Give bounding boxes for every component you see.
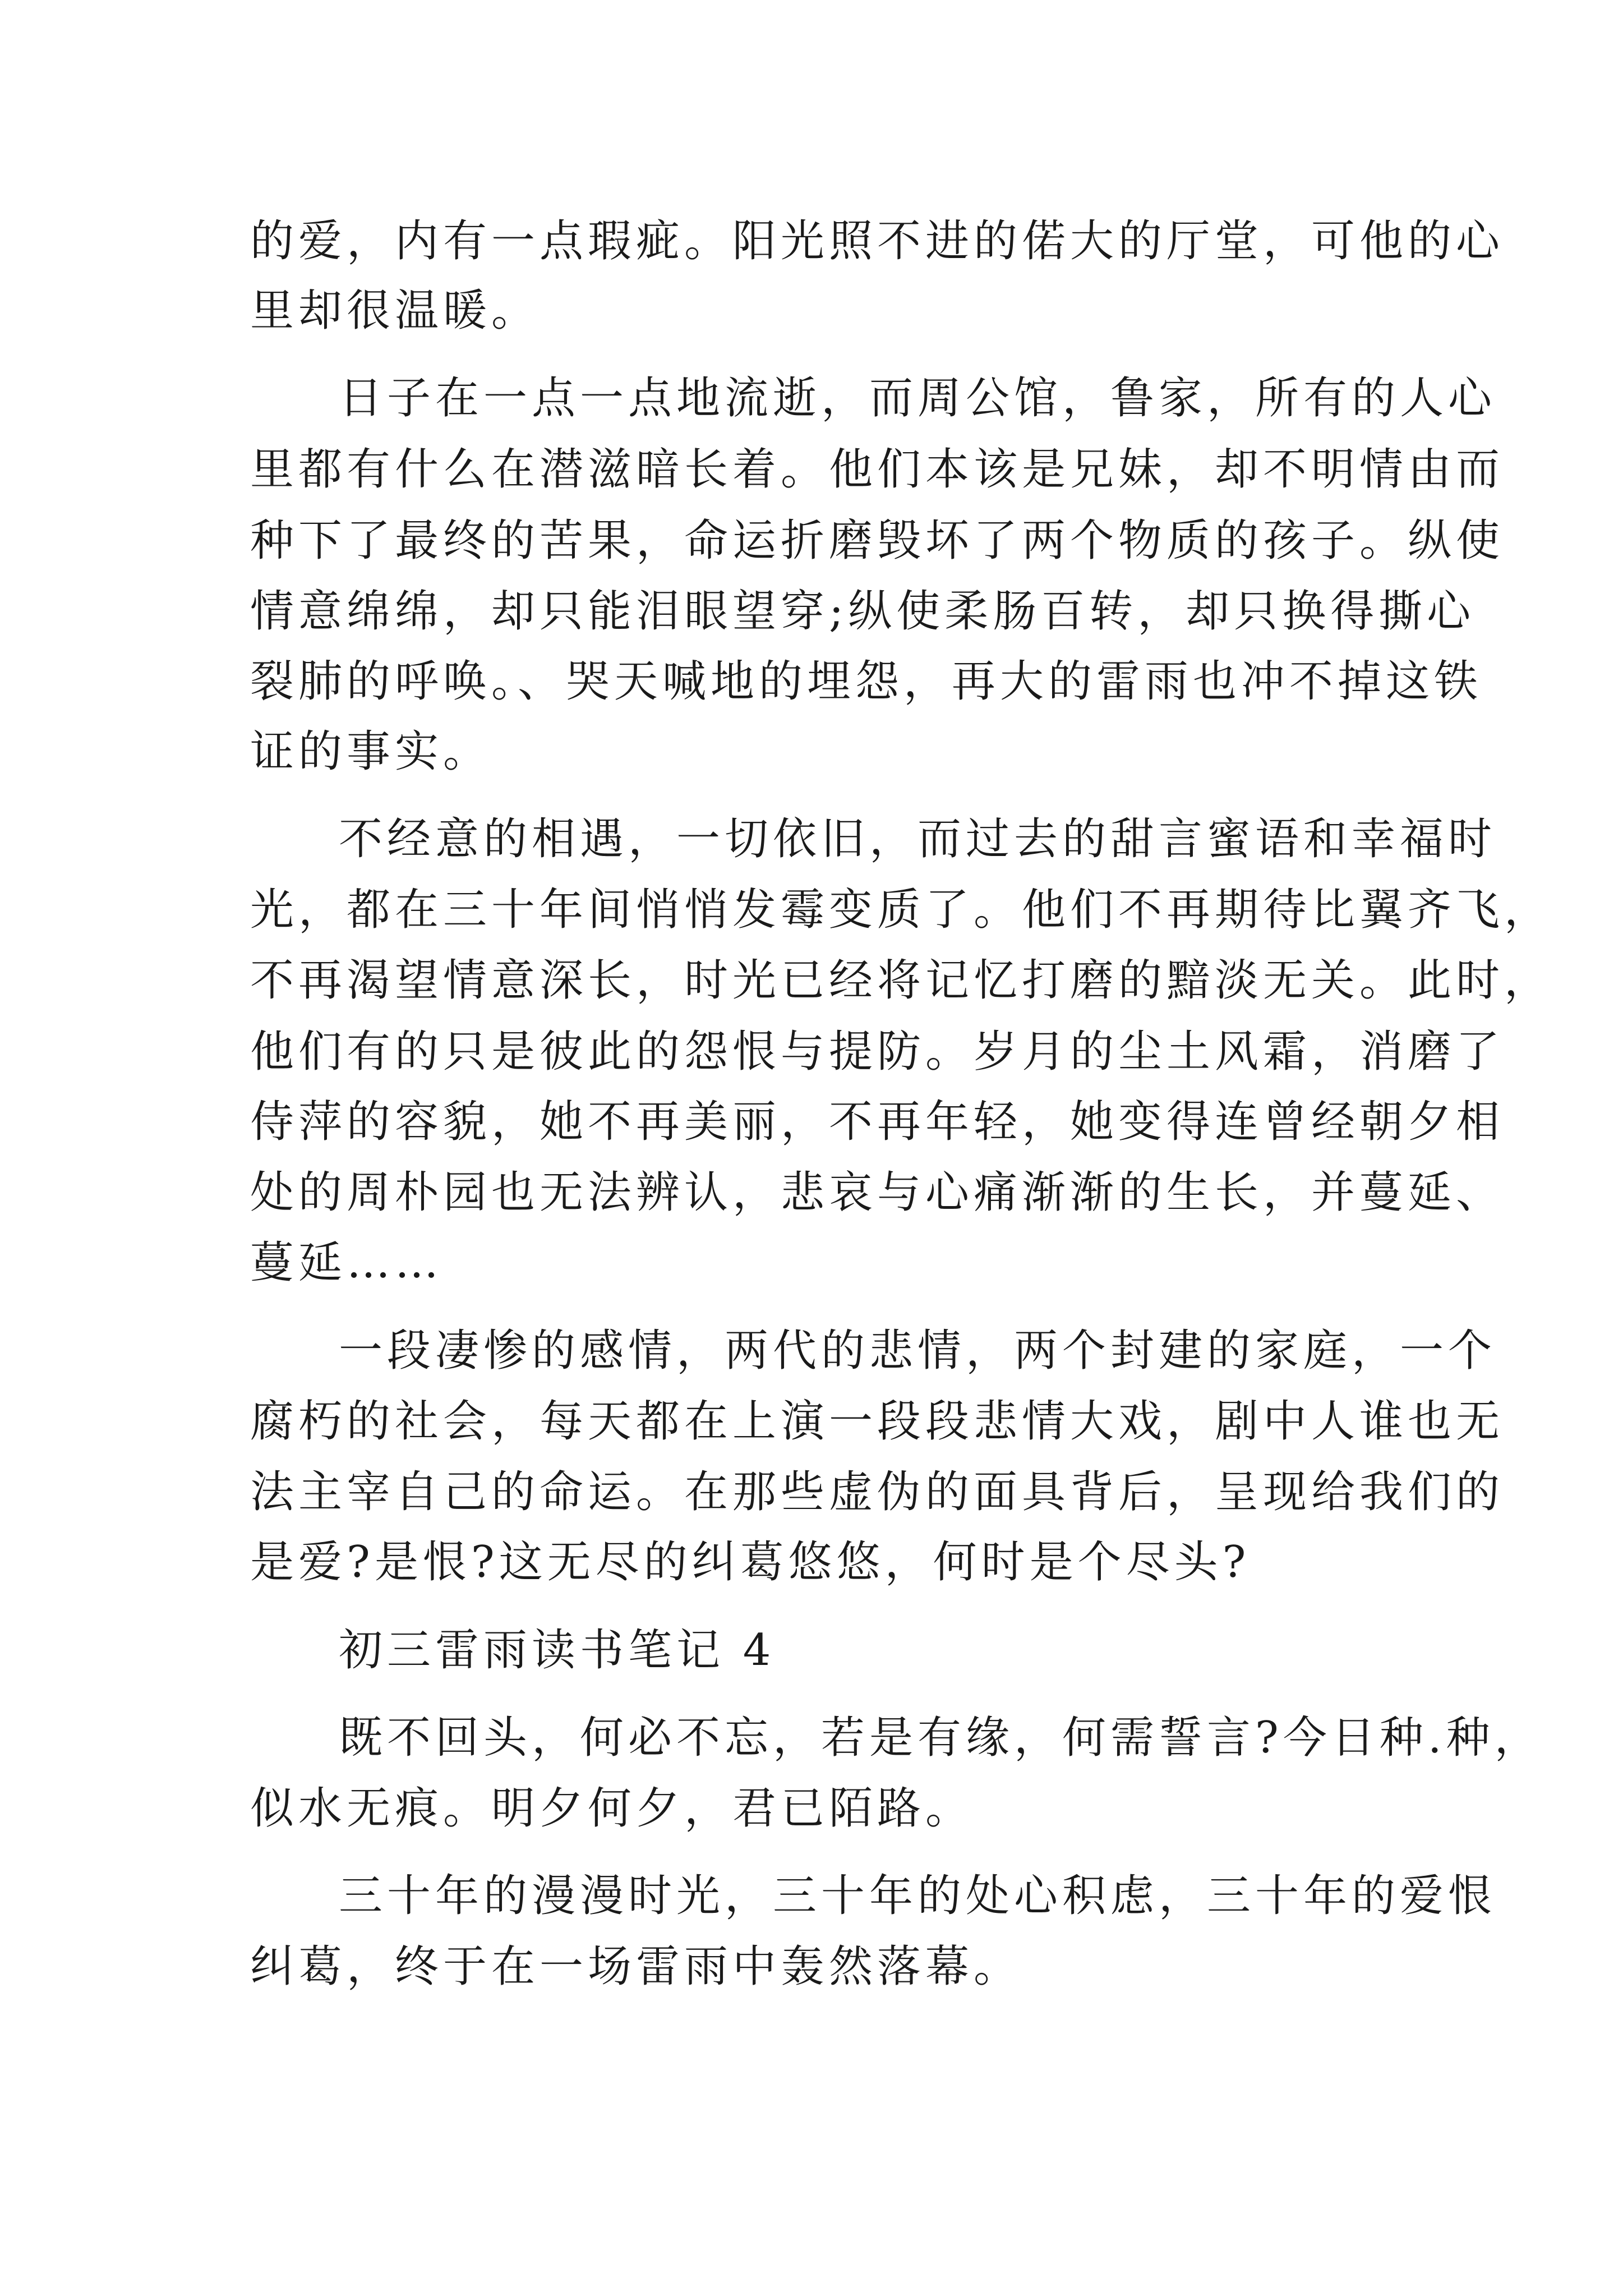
text-line: 种下了最终的苦果，命运折磨毁坏了两个物质的孩子。纵使 [250,516,1505,566]
text-line: 里都有什么在潜滋暗长着。他们本该是兄妹，却不明情由而 [250,444,1505,495]
paragraph-start-line: 一段凄惨的感情，两代的悲情，两个封建的家庭，一个 [339,1326,1497,1376]
paragraph-start-line: 三十年的漫漫时光，三十年的处心积虑，三十年的爱恨 [339,1871,1497,1921]
paragraph-start-line: 日子在一点一点地流逝，而周公馆，鲁家，所有的人心 [339,373,1497,424]
text-line: 蔓延…… [250,1237,444,1288]
text-line: 裂肺的呼唤。、哭天喊地的埋怨，再大的雷雨也冲不掉这铁 [250,656,1483,707]
text-line: 不再渴望情意深长，时光已经将记忆打磨的黯淡无关。此时， [250,955,1553,1006]
text-line: 处的周朴园也无法辨认，悲哀与心痛渐渐的生长，并蔓延、 [250,1167,1505,1218]
section-heading: 初三雷雨读书笔记 4 [339,1625,776,1676]
text-line: 纠葛，终于在一场雷雨中轰然落幕。 [250,1941,1022,1992]
text-line: 侍萍的容貌，她不再美丽，不再年轻，她变得连曾经朝夕相 [250,1097,1505,1147]
paragraph-start-line: 不经意的相遇，一切依旧，而过去的甜言蜜语和幸福时 [339,814,1497,864]
text-line: 是爱?是恨?这无尽的纠葛悠悠，何时是个尽头? [250,1537,1251,1588]
paragraph-start-line: 既不回头，何必不忘，若是有缘，何需誓言?今日种.种， [339,1713,1543,1763]
text-line: 法主宰自己的命运。在那些虚伪的面具背后，呈现给我们的 [250,1467,1505,1517]
text-line: 情意绵绵，却只能泪眼望穿;纵使柔肠百转，却只换得撕心 [250,586,1476,637]
text-line: 的爱，内有一点瑕疵。阳光照不进的偌大的厅堂，可他的心 [250,216,1505,266]
text-line: 他们有的只是彼此的怨恨与提防。岁月的尘土风霜，消磨了 [250,1027,1505,1077]
text-line: 腐朽的社会，每天都在上演一段段悲情大戏，剧中人谁也无 [250,1396,1505,1447]
text-line: 里却很温暖。 [250,286,540,336]
text-line: 似水无痕。明夕何夕，君已陌路。 [250,1783,974,1834]
text-line: 证的事实。 [250,726,492,777]
text-line: 光，都在三十年间悄悄发霉变质了。他们不再期待比翼齐飞， [250,885,1553,935]
